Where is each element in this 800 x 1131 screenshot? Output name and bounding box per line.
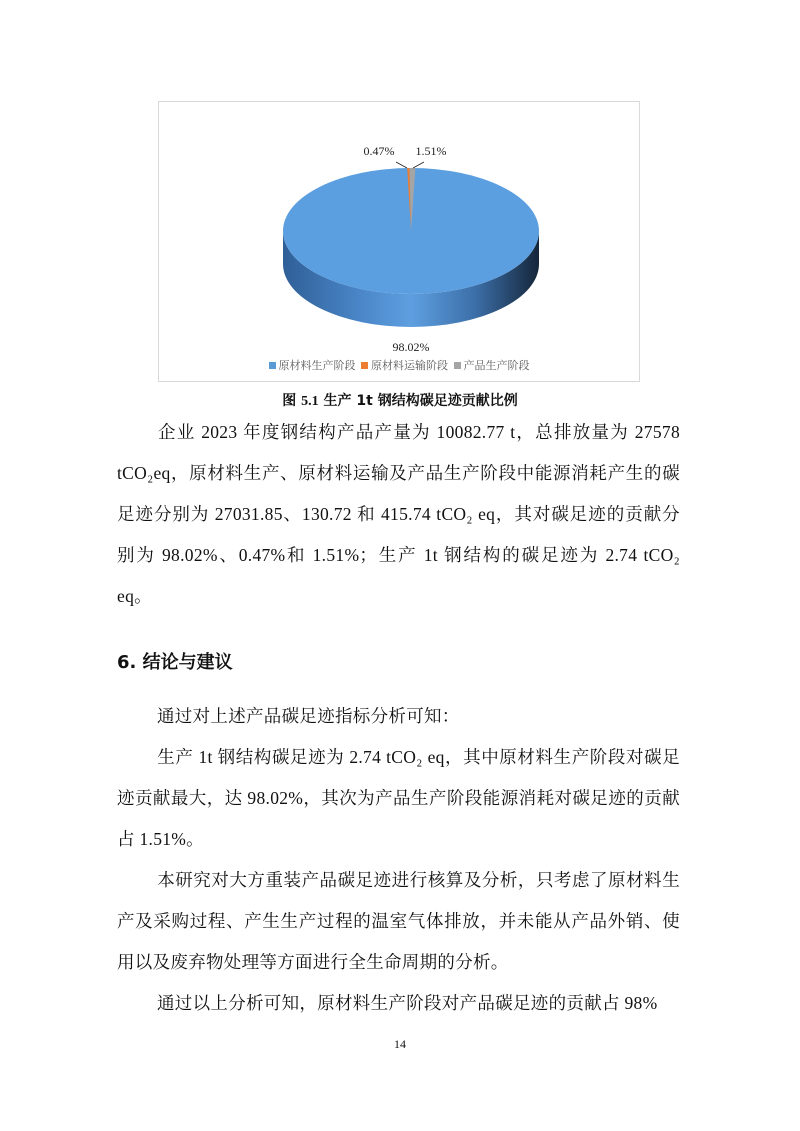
label-1-51: 1.51% xyxy=(415,144,447,158)
pie-chart-graphic xyxy=(159,102,641,383)
legend-item-raw-material-transport: 原材料运输阶段 xyxy=(361,357,448,373)
paragraph-scope: 本研究对大方重装产品碳足迹进行核算及分析，只考虑了原材料生产及采购过程、产生生产过程的温室气体排放，并未能从产品外销、使用以及废弃物处理等方面进行全生命周期的分析。 xyxy=(117,870,680,972)
paragraph-intro: 通过对上述产品碳足迹指标分析可知： xyxy=(157,706,460,726)
legend-swatch-orange xyxy=(361,362,368,369)
paragraph-footprint: 生产 1t 钢结构碳足迹为 2.74 tCO₂ eq，其中原材料生产阶段对碳足迹贡献最大，达 98.02%，其次为产品生产阶段能源消耗对碳足迹的贡献占 1.51%。 xyxy=(117,747,680,849)
label-0-47: 0.47% xyxy=(363,144,395,158)
page-number: 14 xyxy=(394,1037,406,1051)
figure-caption: 图 5.1 生产 1t 钢结构碳足迹贡献比例 xyxy=(282,393,518,409)
label-98-02: 98.02% xyxy=(392,340,430,354)
legend-item-product-production: 产品生产阶段 xyxy=(454,357,530,373)
paragraph-conclusion: 通过以上分析可知，原材料生产阶段对产品碳足迹的贡献占 98% xyxy=(157,993,658,1013)
legend-swatch-blue xyxy=(269,362,276,369)
legend-swatch-grey xyxy=(454,362,461,369)
paragraph-emissions-summary: 企业 2023 年度钢结构产品产量为 10082.77 t，总排放量为 27578 tCO₂eq，原材料生产、原材料运输及产品生产阶段中能源消耗产生的碳足迹分别为 27031.85、130.72 和 415.74 tCO₂ eq，其对碳足迹的贡献分别为 98.02%、0.47%和 1.51%；生产 1t 钢结构的碳足迹为 2.74 tCO₂ eq。 xyxy=(117,422,680,606)
chart-legend xyxy=(159,357,639,373)
pie-chart xyxy=(158,101,640,382)
section-heading: 6. 结论与建议 xyxy=(117,652,233,673)
legend-item-raw-material-production: 原材料生产阶段 xyxy=(269,357,356,373)
